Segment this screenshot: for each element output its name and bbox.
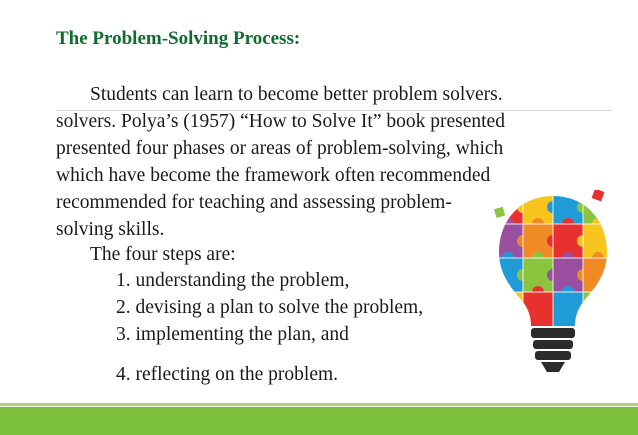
step-item: 2. devising a plan to solve the problem,	[116, 297, 424, 318]
footer-stripe	[0, 403, 638, 406]
steps-intro: The four steps are:	[90, 244, 236, 265]
paragraph-line: which have become the framework often recommended	[56, 165, 491, 186]
paragraph-line: recommended for teaching and assessing problem-	[56, 192, 452, 213]
step-item: 1. understanding the problem,	[116, 270, 350, 291]
step-item: 3. implementing the plan, and	[116, 324, 349, 345]
puzzle-lightbulb-icon	[493, 190, 613, 390]
paragraph-line: solving skills.	[56, 219, 165, 240]
paragraph-line: presented four phases or areas of problem-solving, which	[56, 138, 504, 159]
paragraph-line: solvers. Polya’s (1957) “How to Solve It” book presented	[56, 111, 505, 132]
footer-bar	[0, 407, 638, 435]
slide-title: The Problem-Solving Process:	[56, 28, 301, 49]
paragraph-line: Students can learn to become better problem solvers.	[90, 84, 503, 105]
step-item: 4. reflecting on the problem.	[116, 364, 339, 385]
